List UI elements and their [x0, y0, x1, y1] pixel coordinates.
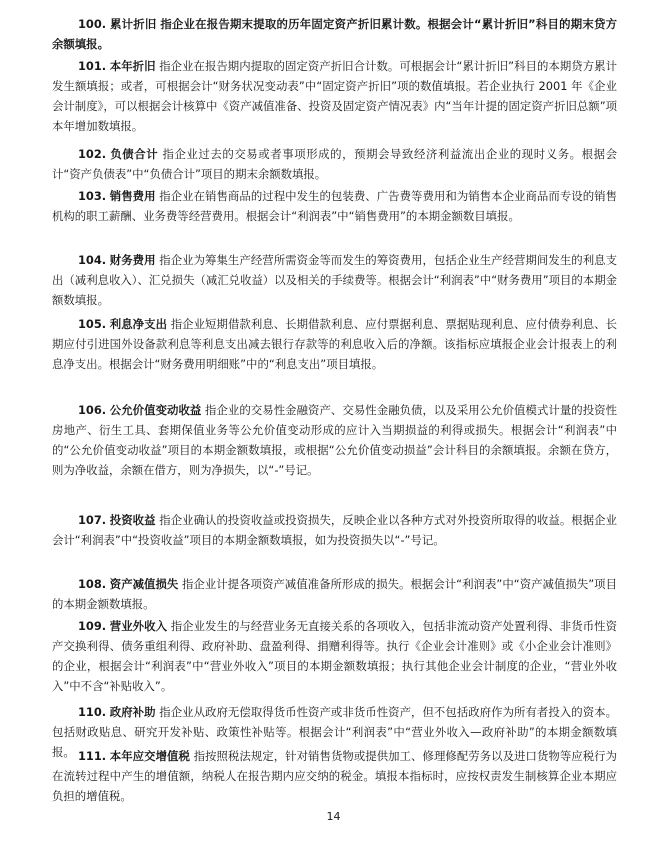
entry-body: 指企业在报告期内提取的固定资产折旧合计数。可根据会计“累计折旧”科目的本期贷方累计发生额填报；或者，可根据会计“财务状况变动表”中“固定资产折旧”项的数值填报。若企业执行 2001 年《企业会计制度》，可以根据会计核算中《资产减值准备、投资及固定资产情况表》内“当年计提的固定资产折旧总额”项本年增加数填报。: [52, 59, 617, 133]
entry-body: 指按照税法规定，针对销售货物或提供加工、修理修配劳务以及进口货物等应税行为在流转过程中产生的增值额，纳税人在报告期内应交纳的税金。填报本指标时，应按权责发生制核算企业本期应负担的增值税。: [52, 749, 618, 803]
entry-number: 109.: [78, 619, 107, 633]
entry-term: 本年应交增值税: [109, 749, 190, 763]
entry-number: 101.: [78, 59, 107, 73]
entry-term: 本年折旧: [109, 59, 156, 73]
entry-number: 107.: [78, 513, 107, 527]
entry-term: 负债合计: [110, 147, 159, 161]
entry-body: 指企业在销售商品的过程中发生的包装费、广告费等费用和为销售本企业商品而专设的销售机构的职工薪酬、业务费等经营费用。根据会计“利润表”中“销售费用”的本期金额数目填报。: [52, 189, 617, 223]
entry-term: 销售费用: [109, 189, 156, 203]
entry-number: 105.: [78, 317, 107, 331]
entry-101: [52, 56, 617, 136]
entry-term: 累计折旧: [109, 17, 157, 31]
entry-100: [52, 14, 617, 54]
entry-term: 政府补助: [109, 705, 156, 719]
entry-107: [52, 510, 617, 550]
entry-number: 102.: [78, 147, 107, 161]
entry-term: 营业外收入: [109, 619, 168, 633]
entry-body: 指企业发生的与经营业务无直接关系的各项收入，包括非流动资产处置利得、非货币性资产交换利得、债务重组利得、政府补助、盘盈利得、捐赠利得等。执行《企业会计准则》或《小企业会计准则》的企业，根据会计“利润表”中“营业外收入”项目的本期金额数填报；执行其他企业会计制度的企业，“营业外收入”中不含“补贴收入”。: [52, 619, 618, 693]
entry-number: 111.: [78, 749, 107, 763]
entry-102: [52, 144, 617, 184]
entry-108: [52, 574, 617, 614]
entry-body: 指企业的交易性金融资产、交易性金融负债，以及采用公允价值模式计量的投资性房地产、衍生工具、套期保值业务等公允价值变动形成的应计入当期损益的利得或损失。根据会计“利润表”中的“公允价值变动收益”项目的本期金额数填报，或根据“公允价值变动损益”会计科目的余额填报。余额在贷方，则为净收益，余额在借方，则为净损失，以“-”号记。: [52, 403, 617, 477]
entry-109: [52, 616, 617, 696]
entry-body: 指企业确认的投资收益或投资损失，反映企业以各种方式对外投资所取得的收益。根据企业会计“利润表”中“投资收益”项目的本期金额数填报，如为投资损失以“-”号记。: [52, 513, 617, 547]
entry-number: 103.: [78, 189, 107, 203]
entry-number: 110.: [78, 705, 107, 719]
page-number: 14: [326, 810, 341, 823]
entry-body: 指企业在报告期末提取的历年固定资产折旧累计数。根据会计“累计折旧”科目的期末贷方余额填报。: [52, 17, 618, 51]
entry-number: 106.: [78, 403, 107, 417]
entry-term: 投资收益: [109, 513, 156, 527]
entry-term: 财务费用: [109, 253, 156, 267]
entry-body: 指企业短期借款利息、长期借款利息、应付票据利息、票据贴现利息、应付债券利息、长期应付引进国外设备款利息等利息支出减去银行存款等的利息收入后的净额。该指标应填报企业会计报表上的利息净支出。根据会计“财务费用明细账”中的“利息支出”项目填报。: [52, 317, 618, 371]
entry-body: 指企业过去的交易或者事项形成的，预期会导致经济利益流出企业的现时义务。根据会计“资产负债表”中“负债合计”项目的期末余额数填报。: [52, 147, 618, 181]
entry-111: [52, 746, 617, 806]
entry-105: [52, 314, 617, 374]
entry-body: 指企业为筹集生产经营所需资金等而发生的筹资费用，包括企业生产经营期间发生的利息支出（减利息收入）、汇兑损失（减汇兑收益）以及相关的手续费等。根据会计“利润表”中“财务费用”项目的本期金额数填报。: [52, 253, 617, 307]
entry-term: 利息净支出: [109, 317, 168, 331]
entry-number: 108.: [78, 577, 107, 591]
entry-103: [52, 186, 617, 226]
entry-number: 104.: [78, 253, 107, 267]
entry-number: 100.: [78, 17, 107, 31]
entry-104: [52, 250, 617, 310]
entry-term: 公允价值变动收益: [109, 403, 202, 417]
entry-term: 资产减值损失: [109, 577, 179, 591]
entry-body: 指企业计提各项资产减值准备所形成的损失。根据会计“利润表”中“资产减值损失”项目的本期金额数填报。: [52, 577, 617, 611]
entry-106: [52, 400, 617, 480]
entry-body: 指企业从政府无偿取得货币性资产或非货币性资产，但不包括政府作为所有者投入的资本。包括财政贴息、研究开发补贴、政策性补贴等。根据会计“利润表”中“营业外收入—政府补助”的本期金额数填报。: [52, 705, 617, 759]
